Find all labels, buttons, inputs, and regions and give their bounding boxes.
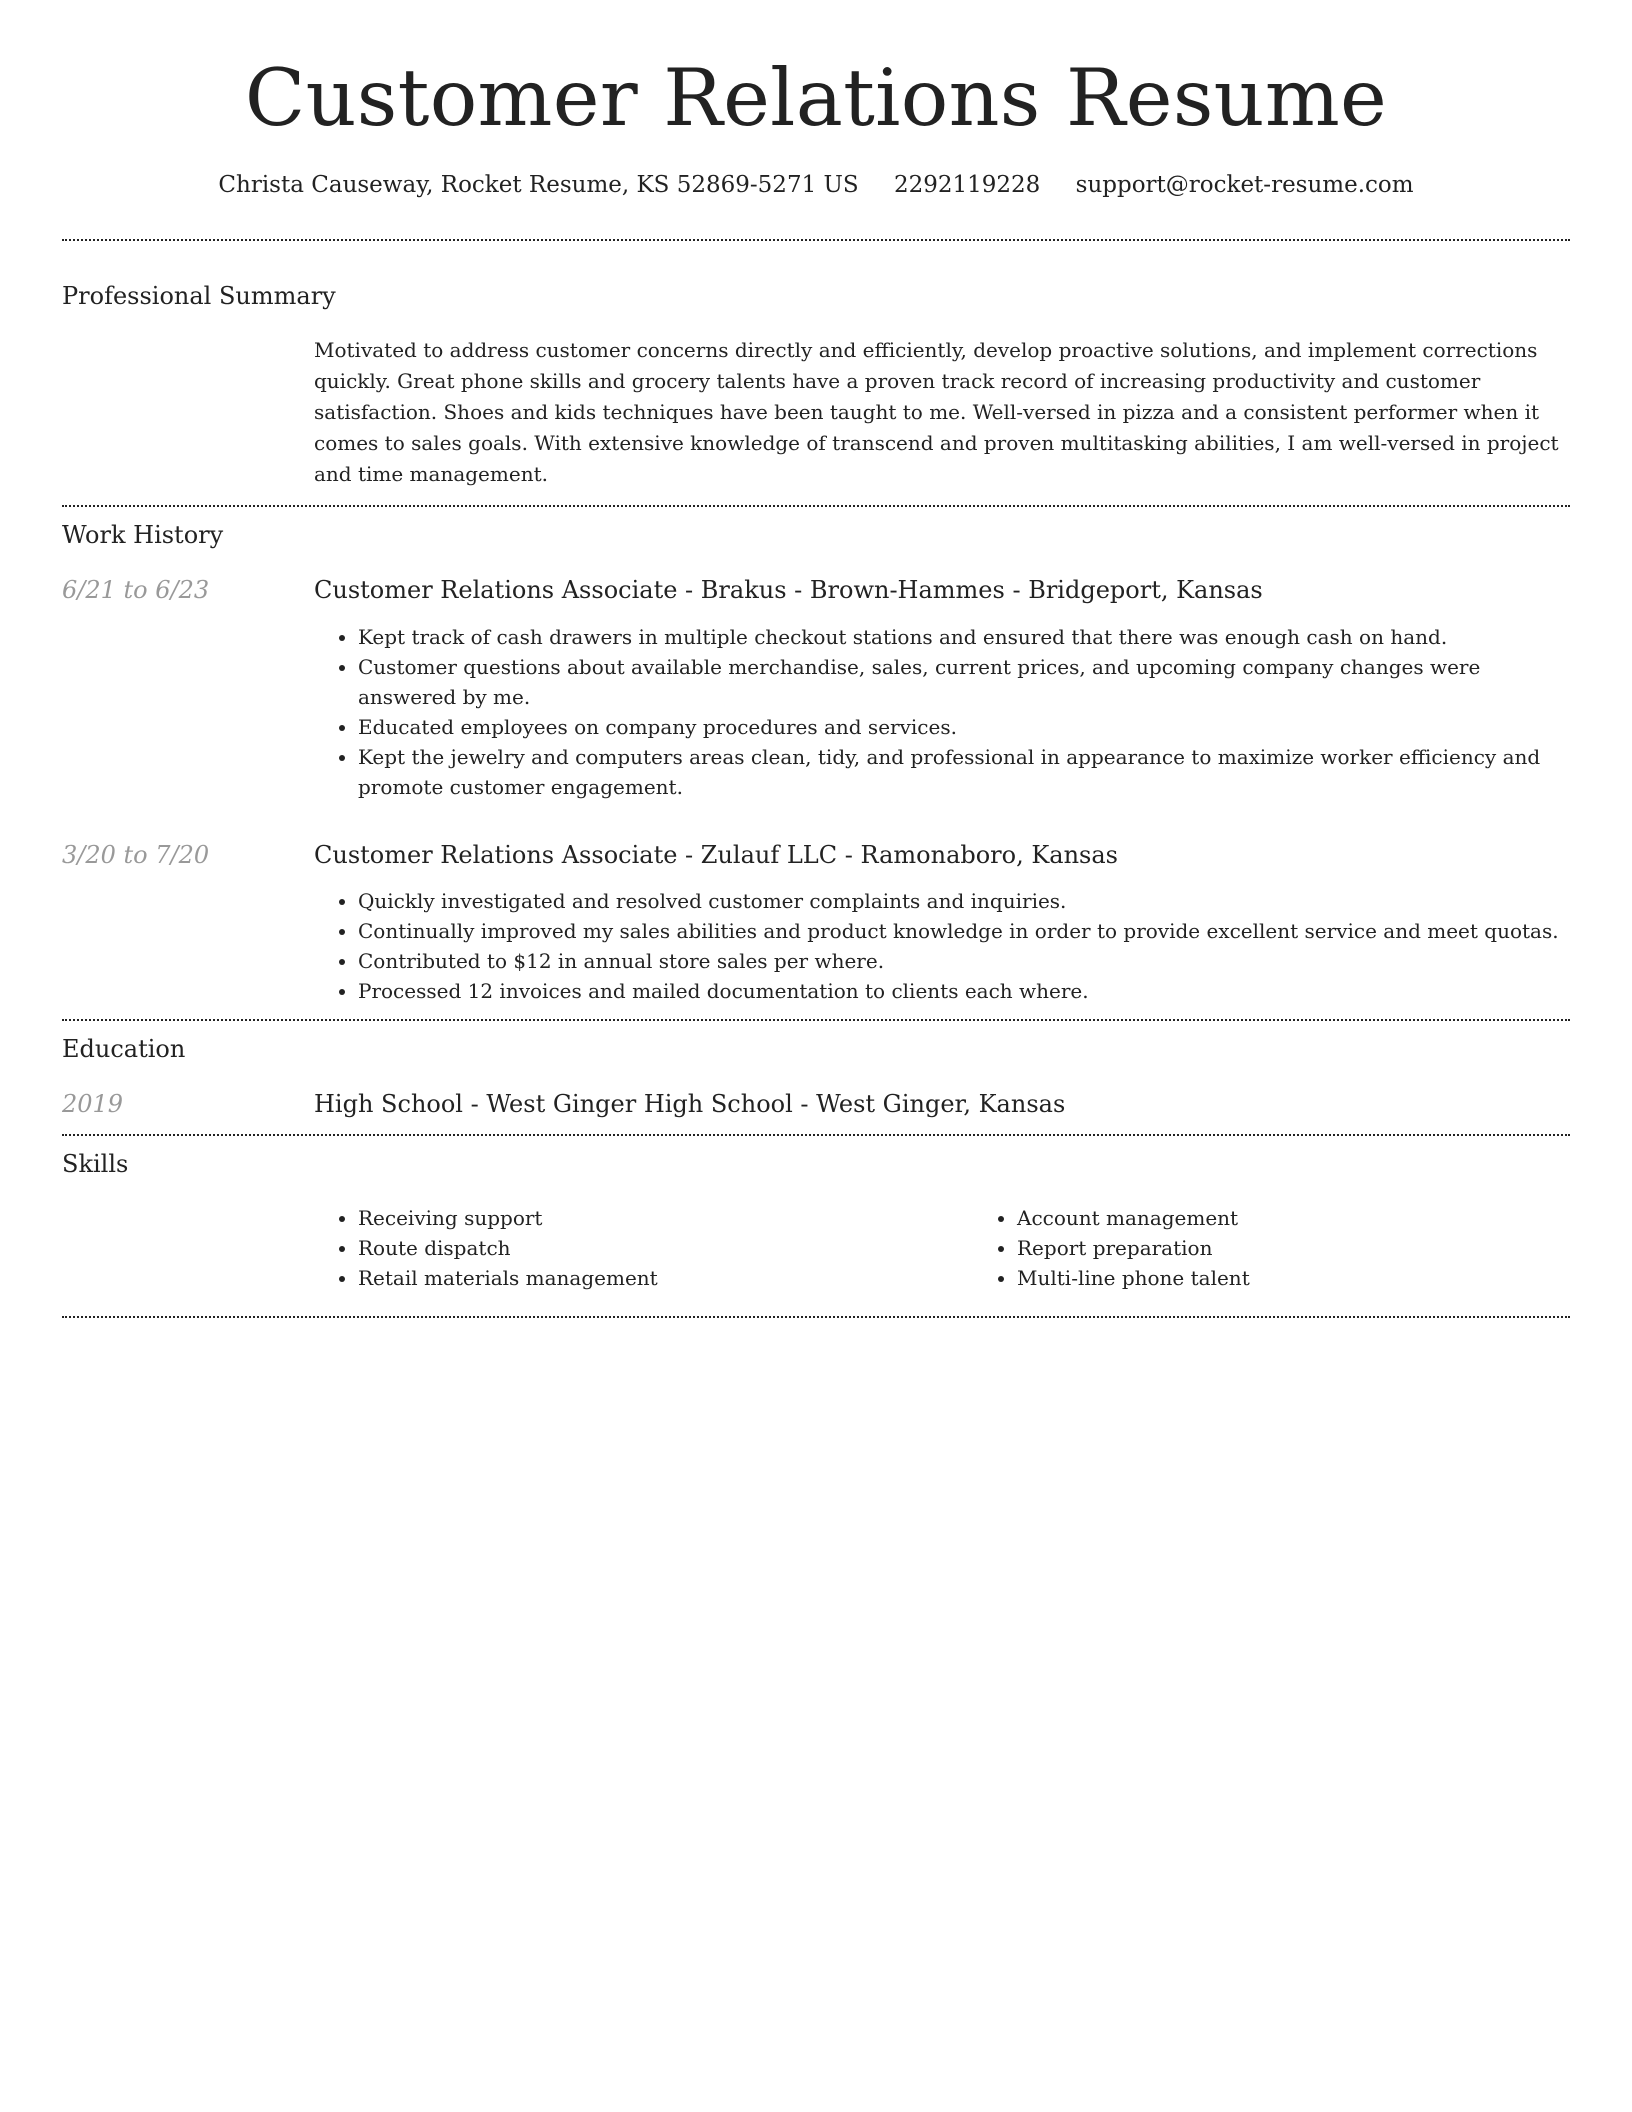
list-item: • Receiving support [358, 1203, 973, 1233]
job-dates: 3/20 to 7/20 [62, 840, 210, 869]
summary-section [62, 281, 1570, 490]
list-item: • Continually improved my sales abilities and product knowledge in order to provide excellent service and meet quotas. [358, 916, 1570, 946]
contact-address: Christa Causeway, Rocket Resume, KS 52869-5271 US [218, 172, 859, 199]
education-year: 2019 [62, 1090, 124, 1119]
divider [62, 1019, 1570, 1021]
list-item: • Route dispatch [358, 1233, 973, 1263]
job-bullets [314, 622, 1570, 802]
divider [62, 1316, 1570, 1318]
divider [62, 239, 1570, 241]
summary-heading: Professional Summary [62, 282, 336, 311]
job-entry [62, 840, 1570, 1006]
list-item: • Kept track of cash drawers in multiple checkout stations and ensured that there was enough cash on hand. [358, 622, 1570, 652]
list-item: • Kept the jewelry and computers areas clean, tidy, and professional in appearance to maximize worker efficiency and promote customer engagement. [358, 742, 1570, 802]
list-item: • Retail materials management [358, 1263, 973, 1293]
work-history-heading: Work History [62, 521, 224, 550]
work-history-section [62, 520, 1570, 1006]
list-item: • Customer questions about available merchandise, sales, current prices, and upcoming company changes were answered by me. [358, 652, 1570, 712]
job-title: Customer Relations Associate - Brakus - Brown-Hammes - Bridgeport, Kansas [314, 576, 1263, 605]
contact-phone: 2292119228 [893, 172, 1041, 199]
list-item: • Account management [1017, 1203, 1632, 1233]
skills-section [62, 1149, 1570, 1293]
contact-line [62, 171, 1570, 201]
education-text: High School - West Ginger High School - West Ginger, Kansas [314, 1090, 1066, 1119]
education-section [62, 1034, 1570, 1120]
education-heading: Education [62, 1034, 186, 1063]
skills-list-right [973, 1203, 1632, 1293]
list-item: • Report preparation [1017, 1233, 1632, 1263]
job-bullets [314, 886, 1570, 1006]
resume-title: Customer Relations Resume [244, 52, 1388, 144]
skills-list-left [314, 1203, 973, 1293]
job-title: Customer Relations Associate - Zulauf LLC - Ramonaboro, Kansas [314, 840, 1118, 869]
education-entry [62, 1089, 1570, 1120]
list-item: • Contributed to $12 in annual store sales per where. [358, 946, 1570, 976]
contact-email[interactable]: support@rocket-resume.com [1075, 172, 1414, 199]
skills-heading: Skills [62, 1150, 129, 1179]
divider [62, 505, 1570, 507]
job-entry [62, 575, 1570, 801]
list-item: • Educated employees on company procedures and services. [358, 712, 1570, 742]
list-item: • Processed 12 invoices and mailed documentation to clients each where. [358, 976, 1570, 1006]
list-item: • Quickly investigated and resolved customer complaints and inquiries. [358, 886, 1570, 916]
job-dates: 6/21 to 6/23 [62, 576, 210, 605]
summary-text: Motivated to address customer concerns directly and efficiently, develop proactive solutions, and implement corrections quickly. Great phone skills and grocery talents have a proven track record of increasing productivity and customer satisfaction. Shoes and kids techniques have been taught to me. Well-versed in pizza and a consistent performer when it comes to sales goals. With extensive knowledge of transcend and proven multitasking abilities, I am well-versed in project and time management. [314, 338, 1559, 487]
divider [62, 1134, 1570, 1136]
list-item: • Multi-line phone talent [1017, 1263, 1632, 1293]
